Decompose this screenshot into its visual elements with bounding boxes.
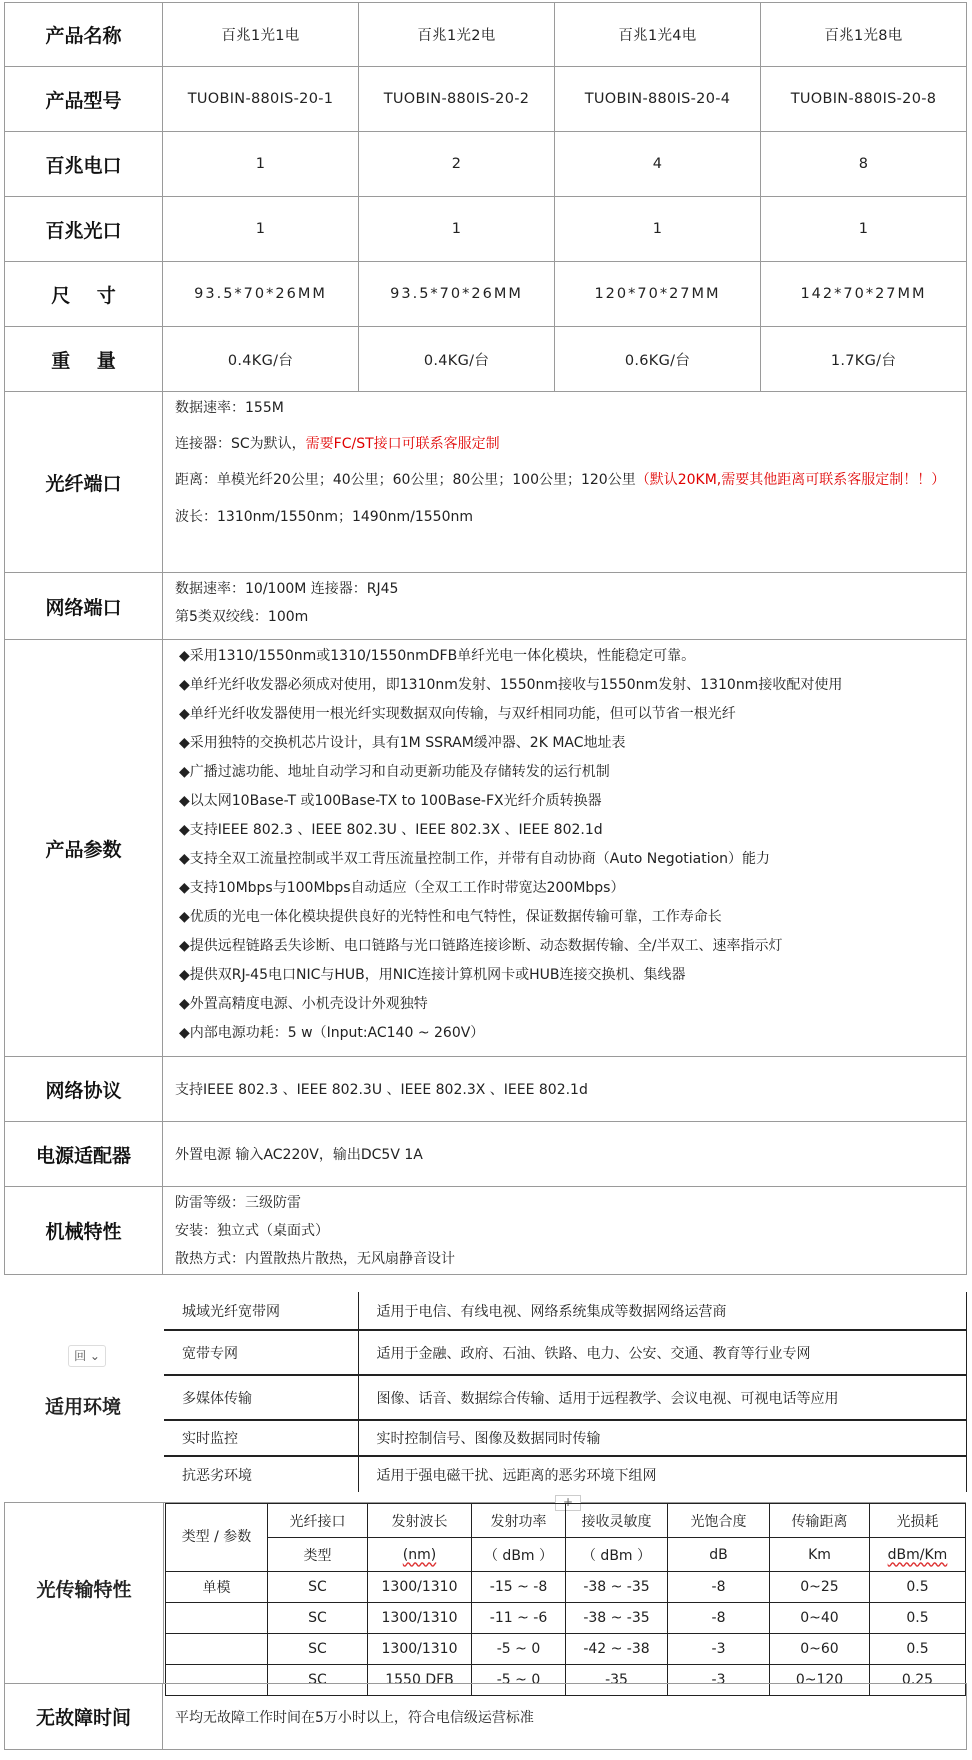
table-cell: 0.25: [870, 1665, 966, 1696]
table-cell: [166, 1634, 268, 1665]
mtbf-text: 平均无故障工作时间在5万小时以上，符合电信级运营标准: [163, 1684, 967, 1750]
list-item: ◆提供远程链路丢失诊断、电口链路与光口链路连接诊断、动态数据传输、全/半双工、速率指示灯: [179, 938, 783, 954]
list-item: ◆采用1310/1550nm或1310/1550nmDFB单纤光电一体化模块，性能稳定可靠。: [179, 648, 696, 664]
column-header: 发射功率: [472, 1504, 566, 1538]
table-cell: 93.5*70*26MM: [359, 262, 555, 327]
table-cell: 百兆1光4电: [555, 3, 761, 67]
row-label: 网络端口: [5, 573, 163, 640]
env-name: 城域光纤宽带网: [164, 1292, 358, 1330]
fiber-distance: [175, 466, 966, 495]
power-row: [5, 1122, 967, 1187]
row-label: 电源适配器: [5, 1122, 163, 1187]
mtbf-row: [5, 1684, 967, 1750]
row-label: 产品参数: [5, 640, 163, 1057]
env-name: 多媒体传输: [164, 1375, 358, 1420]
table-cell: SC: [268, 1665, 368, 1696]
list-item: ◆内部电源功耗：5 w（Input:AC140 ~ 260V）: [179, 1025, 485, 1041]
env-desc: 图像、话音、数据综合传输、适用于远程教学、会议电视、可视电话等应用: [358, 1375, 966, 1420]
table-cell: 1: [163, 132, 359, 197]
unit-text: dBm/Km: [887, 1546, 948, 1563]
table-cell: 百兆1光8电: [761, 3, 967, 67]
connector-text: 连接器：SC为默认，: [175, 436, 306, 452]
fiber-port-row: [5, 392, 967, 573]
optical-table: [165, 1503, 966, 1696]
column-header: 类型 / 参数: [166, 1504, 268, 1572]
env-desc: 适用于金融、政府、石油、铁路、电力、公安、交通、教育等行业专网: [358, 1330, 966, 1375]
table-cell: 1.7KG/台: [761, 327, 967, 392]
table-menu-icon[interactable]: 回 ⌄: [68, 1345, 106, 1367]
column-header: 光纤接口: [268, 1504, 368, 1538]
table-cell: -42 ~ -38: [566, 1634, 668, 1665]
add-row-button[interactable]: +: [555, 1495, 581, 1511]
mode-cell: 单模: [166, 1572, 268, 1603]
network-line: 第5类双绞线：100m: [175, 609, 309, 625]
fiber-connector: [175, 430, 966, 458]
table-cell: TUOBIN-880IS-20-8: [761, 67, 967, 132]
table-cell: -15 ~ -8: [472, 1572, 566, 1603]
row-label: 机械特性: [5, 1187, 163, 1275]
mechanical-line: 安装：独立式（桌面式）: [175, 1222, 329, 1239]
table-cell: 0~25: [770, 1572, 870, 1603]
table-cell: 0.5: [870, 1603, 966, 1634]
table-row: [5, 3, 967, 67]
table-row: [5, 327, 967, 392]
list-item: ◆以太网10Base-T 或100Base-TX to 100Base-FX光纤介质转换器: [179, 793, 602, 809]
env-desc: 适用于强电磁干扰、远距离的恶劣环境下组网: [358, 1456, 966, 1492]
table-cell: 1: [163, 197, 359, 262]
table-cell: 1300/1310: [368, 1572, 472, 1603]
table-row: [5, 197, 967, 262]
table-cell: 0~40: [770, 1603, 870, 1634]
env-name: 宽带专网: [164, 1330, 358, 1375]
table-cell: 142*70*27MM: [761, 262, 967, 327]
column-header: 光损耗: [870, 1504, 966, 1538]
table-cell: -38 ~ -35: [566, 1603, 668, 1634]
table-cell: 0.6KG/台: [555, 327, 761, 392]
table-cell: 百兆1光1电: [163, 3, 359, 67]
row-label: 光传输特性: [36, 1579, 132, 1601]
column-unit: [870, 1538, 966, 1572]
table-row: [164, 1456, 966, 1492]
env-desc: 适用于电信、有线电视、网络系统集成等数据网络运营商: [358, 1292, 966, 1330]
table-cell: -8: [668, 1572, 770, 1603]
list-item: ◆支持全双工流量控制或半双工背压流量控制工作，并带有自动协商（Auto Negotiation）能力: [179, 851, 771, 867]
row-label: 重 量: [5, 327, 163, 392]
mechanical-details: [163, 1187, 967, 1275]
optical-title-cell: [5, 1503, 164, 1683]
list-item: ◆广播过滤功能、地址自动学习和自动更新功能及存储转发的运行机制: [179, 764, 610, 780]
list-item: ◆优质的光电一体化模块提供良好的光特性和电气特性，保证数据传输可靠，工作寿命长: [179, 909, 722, 925]
spec-table: [4, 2, 967, 1275]
row-label: 无故障时间: [5, 1684, 163, 1750]
table-row: [166, 1572, 966, 1603]
table-row: [164, 1292, 966, 1330]
table-cell: TUOBIN-880IS-20-1: [163, 67, 359, 132]
table-cell: -5 ~ 0: [472, 1665, 566, 1696]
column-header: 接收灵敏度: [566, 1504, 668, 1538]
table-cell: 8: [761, 132, 967, 197]
environment-table: [164, 1292, 967, 1492]
fiber-port-details: [163, 392, 967, 573]
column-unit: dB: [668, 1538, 770, 1572]
column-unit: [368, 1538, 472, 1572]
column-unit: 类型: [268, 1538, 368, 1572]
optical-section: [4, 1495, 966, 1688]
table-row: [5, 67, 967, 132]
network-port-details: [163, 573, 967, 640]
protocol-row: [5, 1057, 967, 1122]
column-header: 光饱合度: [668, 1504, 770, 1538]
table-cell: 1550 DFB: [368, 1665, 472, 1696]
table-cell: SC: [268, 1634, 368, 1665]
table-row: [166, 1603, 966, 1634]
table-cell: 0.5: [870, 1572, 966, 1603]
table-cell: -8: [668, 1603, 770, 1634]
table-header-row: [166, 1504, 966, 1538]
table-cell: [166, 1603, 268, 1634]
table-cell: 0.4KG/台: [359, 327, 555, 392]
list-item: ◆外置高精度电源、小机壳设计外观独特: [179, 996, 428, 1012]
table-cell: 百兆1光2电: [359, 3, 555, 67]
power-text: 外置电源 输入AC220V，输出DC5V 1A: [163, 1122, 967, 1187]
unit-text: (nm): [402, 1546, 437, 1563]
row-label: 百兆光口: [5, 197, 163, 262]
row-label: 产品名称: [5, 3, 163, 67]
mechanical-line: 防雷等级：三级防雷: [175, 1194, 301, 1211]
list-item: ◆采用独特的交换机芯片设计，具有1M SSRAM缓冲器、2K MAC地址表: [179, 735, 626, 751]
environment-section: [4, 1292, 966, 1502]
list-item: ◆单纤光纤收发器必须成对使用，即1310nm发射、1550nm接收与1550nm发射、1310nm接收配对使用: [179, 677, 843, 693]
row-label: 尺 寸: [5, 262, 163, 327]
table-row: [164, 1420, 966, 1456]
table-row: [164, 1330, 966, 1375]
table-cell: -3: [668, 1634, 770, 1665]
table-cell: 0~120: [770, 1665, 870, 1696]
table-cell: 1: [359, 197, 555, 262]
table-row: [164, 1375, 966, 1420]
network-port-row: [5, 573, 967, 640]
params-row: [5, 640, 967, 1057]
row-label: 适用环境: [44, 1396, 121, 1418]
distance-text: 距离：单模光纤20公里；40公里；60公里；80公里；100公里；120公里: [175, 472, 636, 488]
column-header: 传输距离: [770, 1504, 870, 1538]
mechanical-row: [5, 1187, 967, 1275]
protocol-text: 支持IEEE 802.3 、IEEE 802.3U 、IEEE 802.3X 、IEEE 802.1d: [163, 1057, 967, 1122]
list-item: ◆支持10Mbps与100Mbps自动适应（全双工工作时带宽达200Mbps）: [179, 880, 625, 896]
table-cell: -38 ~ -35: [566, 1572, 668, 1603]
table-cell: -11 ~ -6: [472, 1603, 566, 1634]
table-cell: 0.5: [870, 1634, 966, 1665]
env-desc: 实时控制信号、图像及数据同时传输: [358, 1420, 966, 1456]
table-cell: 1: [555, 197, 761, 262]
network-line: 数据速率：10/100M 连接器：RJ45: [175, 581, 399, 597]
list-item: ◆提供双RJ-45电口NIC与HUB，用NIC连接计算机网卡或HUB连接交换机、集线器: [179, 967, 686, 983]
env-name: 实时监控: [164, 1420, 358, 1456]
mechanical-line: 散热方式：内置散热片散热，无风扇静音设计: [175, 1250, 455, 1267]
row-label: 产品型号: [5, 67, 163, 132]
table-cell: -3: [668, 1665, 770, 1696]
column-unit: （ dBm ）: [472, 1538, 566, 1572]
table-row: [5, 132, 967, 197]
row-label: 网络协议: [5, 1057, 163, 1122]
table-cell: 0.4KG/台: [163, 327, 359, 392]
table-cell: SC: [268, 1603, 368, 1634]
table-cell: 2: [359, 132, 555, 197]
table-cell: 93.5*70*26MM: [163, 262, 359, 327]
row-label: 光纤端口: [5, 392, 163, 573]
mtbf-table: [4, 1683, 967, 1750]
list-item: ◆支持IEEE 802.3 、IEEE 802.3U 、IEEE 802.3X 、IEEE 802.1d: [179, 822, 603, 838]
table-cell: 0~60: [770, 1634, 870, 1665]
environment-title-cell: [4, 1292, 162, 1502]
table-cell: 1300/1310: [368, 1634, 472, 1665]
table-row: [5, 262, 967, 327]
env-name: 抗恶劣环境: [164, 1456, 358, 1492]
table-cell: 1300/1310: [368, 1603, 472, 1634]
table-cell: 4: [555, 132, 761, 197]
params-list: [163, 640, 967, 1057]
column-unit: Km: [770, 1538, 870, 1572]
table-cell: -35: [566, 1665, 668, 1696]
connector-note: 需要FC/ST接口可联系客服定制: [305, 436, 500, 452]
fiber-wavelength: 波长：1310nm/1550nm；1490nm/1550nm: [175, 509, 473, 525]
table-cell: TUOBIN-880IS-20-4: [555, 67, 761, 132]
table-header-row: [166, 1538, 966, 1572]
list-item: ◆单纤光纤收发器使用一根光纤实现数据双向传输，与双纤相同功能，但可以节省一根光纤: [179, 706, 736, 722]
distance-note: （默认20KM,需要其他距离可联系客服定制！！）: [635, 472, 946, 488]
table-cell: TUOBIN-880IS-20-2: [359, 67, 555, 132]
row-label: 百兆电口: [5, 132, 163, 197]
table-cell: 1: [761, 197, 967, 262]
table-cell: 120*70*27MM: [555, 262, 761, 327]
table-cell: -5 ~ 0: [472, 1634, 566, 1665]
table-row: [166, 1634, 966, 1665]
column-unit: （ dBm ）: [566, 1538, 668, 1572]
column-header: 发射波长: [368, 1504, 472, 1538]
table-cell: SC: [268, 1572, 368, 1603]
fiber-rate: 数据速率：155M: [175, 400, 284, 416]
